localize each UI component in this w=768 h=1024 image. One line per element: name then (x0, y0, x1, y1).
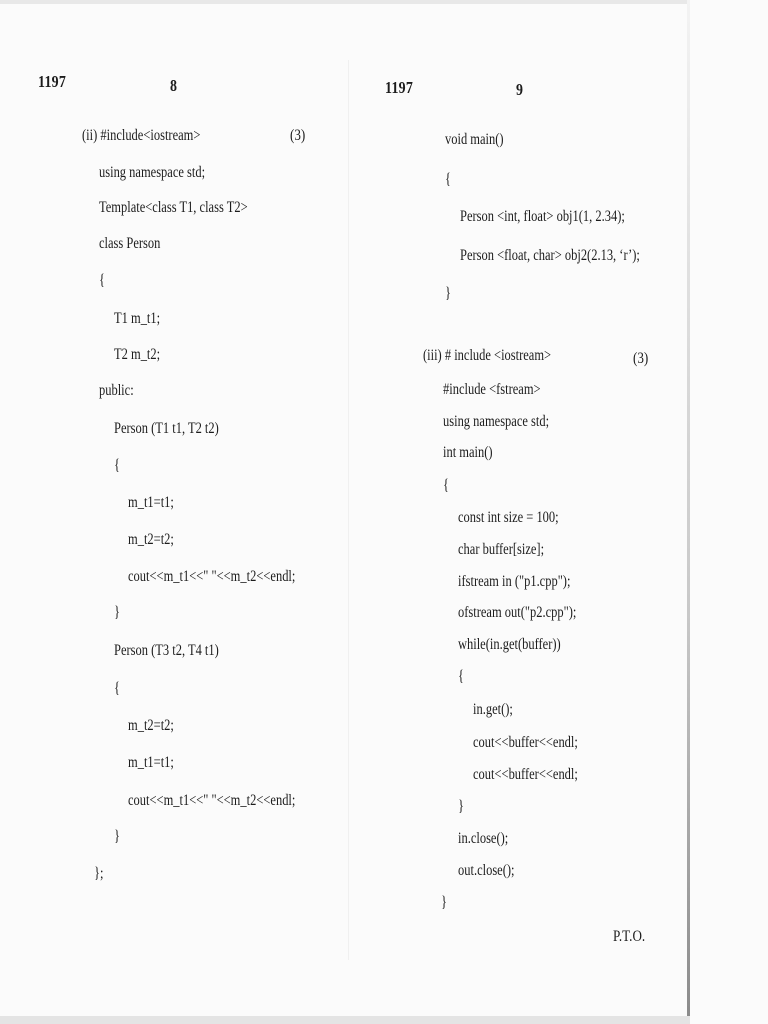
code-line: char buffer[size]; (458, 541, 545, 558)
left-code-number: 1197 (38, 72, 67, 91)
code-line: Template<class T1, class T2> (99, 199, 248, 216)
pto-footer: P.T.O. (613, 928, 646, 945)
code-line: int main() (443, 444, 493, 461)
code-line: Person <int, float> obj1(1, 2.34); (460, 208, 625, 225)
code-line: } (114, 604, 120, 621)
code-line: { (445, 171, 451, 188)
code-line: using namespace std; (443, 413, 550, 430)
code-line: m_t2=t2; (128, 531, 174, 548)
question-iii-heading: (iii) # include <iostream> (423, 347, 552, 364)
right-code-number: 1197 (385, 78, 414, 97)
code-line: { (458, 668, 464, 685)
code-line: m_t1=t1; (128, 494, 174, 511)
question-ii-marks: (3) (290, 127, 306, 144)
code-line: out.close(); (458, 862, 515, 879)
code-line: using namespace std; (99, 164, 206, 181)
right-page (349, 0, 687, 1024)
question-ii-heading: (ii) #include<iostream> (82, 127, 201, 144)
question-iii-marks: (3) (633, 350, 649, 367)
code-line: Person <float, char> obj2(2.13, ‘r’); (460, 247, 640, 264)
code-line: while(in.get(buffer)) (458, 636, 561, 653)
code-line: Person (T1 t1, T2 t2) (114, 420, 219, 437)
code-line: m_t2=t2; (128, 717, 174, 734)
code-line: { (114, 457, 120, 474)
code-line: cout<<m_t1<<" "<<m_t2<<endl; (128, 792, 296, 809)
code-line: m_t1=t1; (128, 754, 174, 771)
code-line: } (441, 894, 447, 911)
code-line: } (458, 798, 464, 815)
code-line: void main() (445, 131, 504, 148)
code-line: } (445, 285, 451, 302)
code-line: { (99, 272, 105, 289)
code-line: cout<<buffer<<endl; (473, 766, 578, 783)
code-line: #include <fstream> (443, 381, 541, 398)
code-line: in.get(); (473, 701, 513, 718)
code-line: Person (T3 t2, T4 t1) (114, 642, 219, 659)
code-line: ifstream in ("p1.cpp"); (458, 573, 571, 590)
code-line: ofstream out("p2.cpp"); (458, 604, 577, 621)
code-line: const int size = 100; (458, 509, 559, 526)
code-line: T1 m_t1; (114, 310, 161, 327)
scan-edge-right (687, 0, 690, 1024)
code-line: } (114, 828, 120, 845)
code-line: in.close(); (458, 830, 509, 847)
code-line: T2 m_t2; (114, 346, 161, 363)
code-line: { (443, 477, 449, 494)
code-line: public: (99, 382, 134, 399)
left-page-number: 8 (170, 76, 178, 95)
left-page (0, 0, 348, 1024)
code-line: cout<<buffer<<endl; (473, 734, 578, 751)
code-line: }; (94, 865, 104, 882)
right-page-number: 9 (516, 80, 524, 99)
code-line: cout<<m_t1<<" "<<m_t2<<endl; (128, 568, 296, 585)
code-line: class Person (99, 235, 161, 252)
code-line: { (114, 680, 120, 697)
